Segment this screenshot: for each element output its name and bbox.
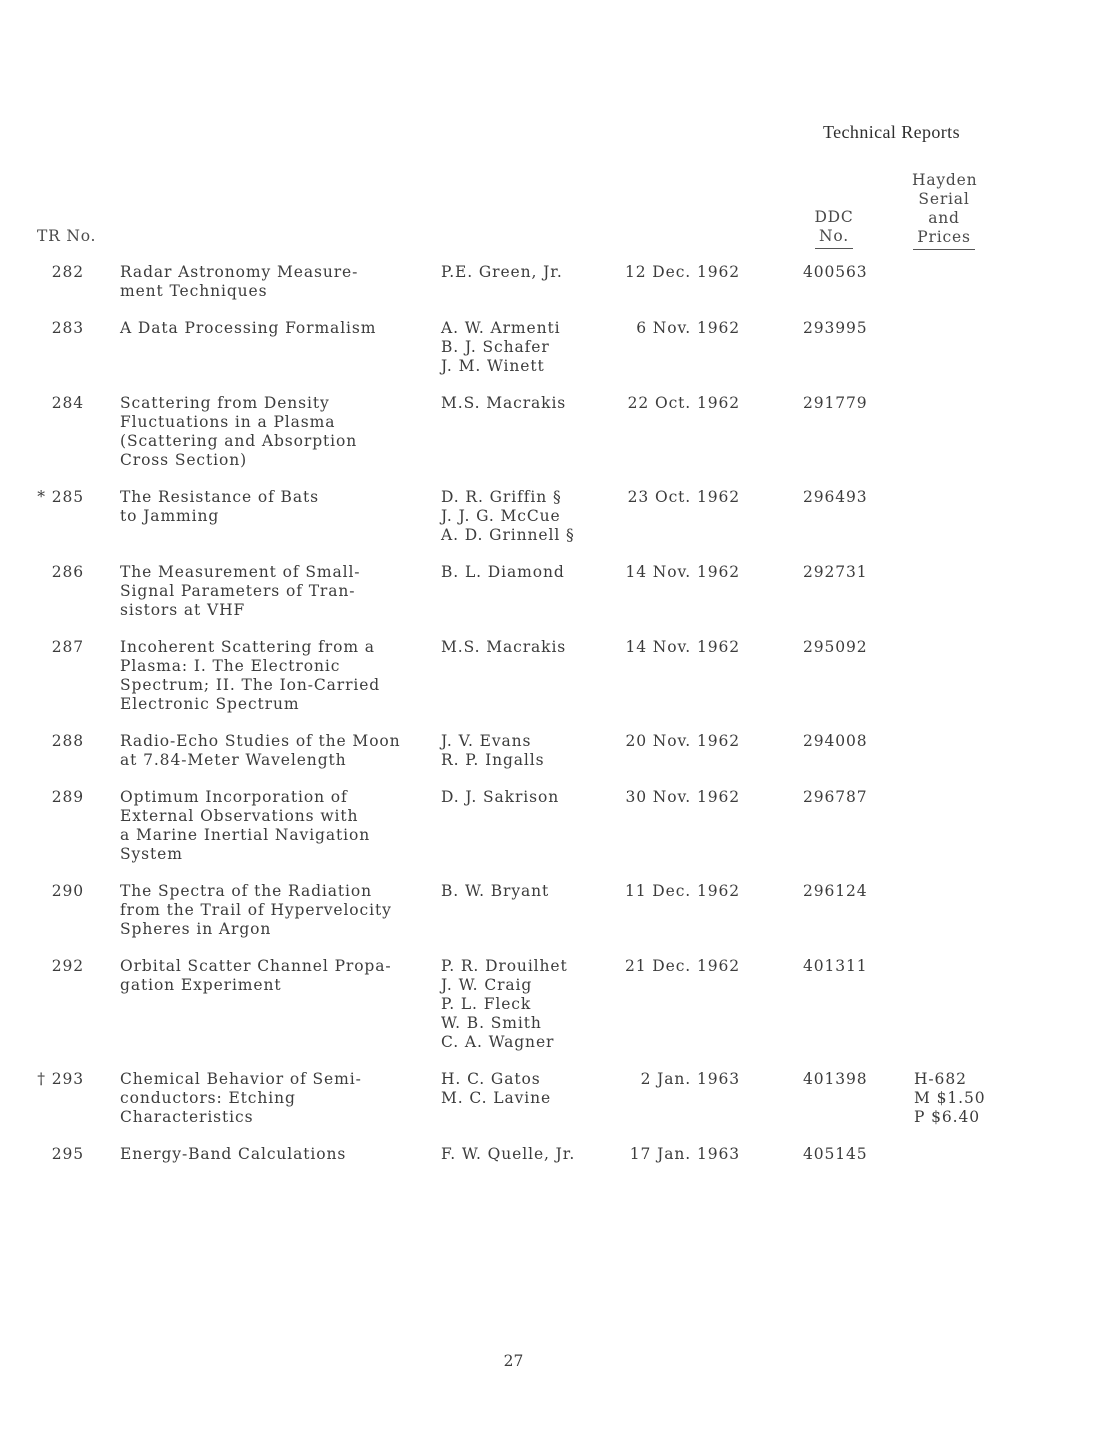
report-tr-no: 290 — [51, 882, 84, 900]
report-row — [0, 732, 1097, 770]
hayden-header-line2: Serial — [918, 190, 970, 208]
report-title: The Resistance of Bats to Jamming — [120, 488, 319, 525]
report-ddc-no: 295092 — [803, 638, 868, 656]
report-tr-no: * 285 — [37, 488, 84, 506]
report-ddc-no: 292731 — [803, 563, 868, 581]
report-tr-no: 284 — [51, 394, 84, 412]
report-date: 12 Dec. 1962 — [624, 263, 740, 281]
report-hayden: H-682 M $1.50 P $6.40 — [914, 1070, 986, 1126]
report-title: Incoherent Scattering from a Plasma: I. The Electronic Spectrum; II. The Ion-Carried Electronic Spectrum — [120, 638, 381, 713]
report-date: 20 Nov. 1962 — [625, 732, 740, 750]
report-tr-no: 287 — [51, 638, 84, 656]
report-ddc-no: 401311 — [803, 957, 868, 975]
report-tr-no: 283 — [51, 319, 84, 337]
report-title: Optimum Incorporation of External Observations with a Marine Inertial Navigation System — [120, 788, 371, 863]
tr-no-header: TR No. — [37, 227, 97, 245]
report-date: 30 Nov. 1962 — [625, 788, 740, 806]
report-row — [0, 957, 1097, 1052]
report-tr-no: 286 — [51, 563, 84, 581]
page-number: 27 — [503, 1352, 524, 1370]
report-authors: H. C. Gatos M. C. Lavine — [441, 1070, 552, 1107]
report-row — [0, 638, 1097, 714]
report-row — [0, 1145, 1097, 1164]
report-row — [0, 263, 1097, 301]
report-row — [0, 1070, 1097, 1127]
report-tr-no: 289 — [51, 788, 84, 806]
report-tr-no: 282 — [51, 263, 84, 281]
hayden-header-line3: and — [928, 209, 960, 227]
report-ddc-no: 296787 — [803, 788, 868, 806]
report-title: Orbital Scatter Channel Propa- gation Experiment — [120, 957, 392, 994]
ddc-header-line2: No. — [819, 227, 849, 245]
report-ddc-no: 296493 — [803, 488, 868, 506]
report-tr-no: 292 — [51, 957, 84, 975]
report-ddc-no: 405145 — [803, 1145, 868, 1163]
report-ddc-no: 293995 — [803, 319, 868, 337]
hayden-header-underline — [913, 249, 975, 250]
report-authors: M.S. Macrakis — [441, 638, 567, 656]
report-row — [0, 882, 1097, 939]
report-title: Radio-Echo Studies of the Moon at 7.84-Meter Wavelength — [120, 732, 401, 769]
report-tr-no: † 293 — [37, 1070, 84, 1088]
report-date: 23 Oct. 1962 — [627, 488, 740, 506]
report-ddc-no: 296124 — [803, 882, 868, 900]
report-date: 2 Jan. 1963 — [640, 1070, 740, 1088]
report-title: Chemical Behavior of Semi- conductors: Etching Characteristics — [120, 1070, 362, 1126]
ddc-header-line1: DDC — [814, 208, 854, 226]
report-title: A Data Processing Formalism — [120, 319, 377, 337]
hayden-header-line4: Prices — [917, 228, 971, 246]
report-date: 14 Nov. 1962 — [625, 563, 740, 581]
report-row — [0, 488, 1097, 545]
report-authors: F. W. Quelle, Jr. — [441, 1145, 576, 1163]
report-row — [0, 788, 1097, 864]
report-title: Scattering from Density Fluctuations in a Plasma (Scattering and Absorption Cross Section) — [120, 394, 358, 469]
report-date: 21 Dec. 1962 — [624, 957, 740, 975]
report-authors: B. W. Bryant — [441, 882, 550, 900]
report-tr-no: 288 — [51, 732, 84, 750]
report-row — [0, 319, 1097, 376]
report-tr-no: 295 — [51, 1145, 84, 1163]
report-ddc-no: 291779 — [803, 394, 868, 412]
ddc-no-header — [808, 208, 860, 249]
report-ddc-no: 294008 — [803, 732, 868, 750]
hayden-header-line1: Hayden — [912, 171, 978, 189]
report-title: Radar Astronomy Measure- ment Techniques — [120, 263, 359, 300]
report-authors: M.S. Macrakis — [441, 394, 567, 412]
report-date: 11 Dec. 1962 — [624, 882, 740, 900]
report-row — [0, 563, 1097, 620]
report-authors: D. R. Griffin § J. J. G. McCue A. D. Grinnell § — [441, 488, 575, 544]
report-date: 17 Jan. 1963 — [629, 1145, 740, 1163]
reports-table — [0, 263, 1097, 1182]
report-ddc-no: 401398 — [803, 1070, 868, 1088]
report-authors: B. L. Diamond — [441, 563, 565, 581]
report-title: The Spectra of the Radiation from the Trail of Hypervelocity Spheres in Argon — [120, 882, 392, 938]
ddc-header-underline — [815, 248, 853, 249]
report-authors: A. W. Armenti B. J. Schafer J. M. Winett — [441, 319, 561, 375]
running-head: Technical Reports — [823, 122, 960, 142]
hayden-header — [912, 171, 976, 250]
report-authors: J. V. Evans R. P. Ingalls — [441, 732, 545, 769]
report-title: The Measurement of Small- Signal Parameters of Tran- sistors at VHF — [120, 563, 361, 619]
report-authors: P. R. Drouilhet J. W. Craig P. L. Fleck W. B. Smith C. A. Wagner — [441, 957, 568, 1051]
report-date: 14 Nov. 1962 — [625, 638, 740, 656]
report-authors: P.E. Green, Jr. — [441, 263, 563, 281]
report-title: Energy-Band Calculations — [120, 1145, 347, 1163]
report-authors: D. J. Sakrison — [441, 788, 560, 806]
report-ddc-no: 400563 — [803, 263, 868, 281]
report-row — [0, 394, 1097, 470]
report-date: 22 Oct. 1962 — [627, 394, 740, 412]
report-date: 6 Nov. 1962 — [636, 319, 740, 337]
